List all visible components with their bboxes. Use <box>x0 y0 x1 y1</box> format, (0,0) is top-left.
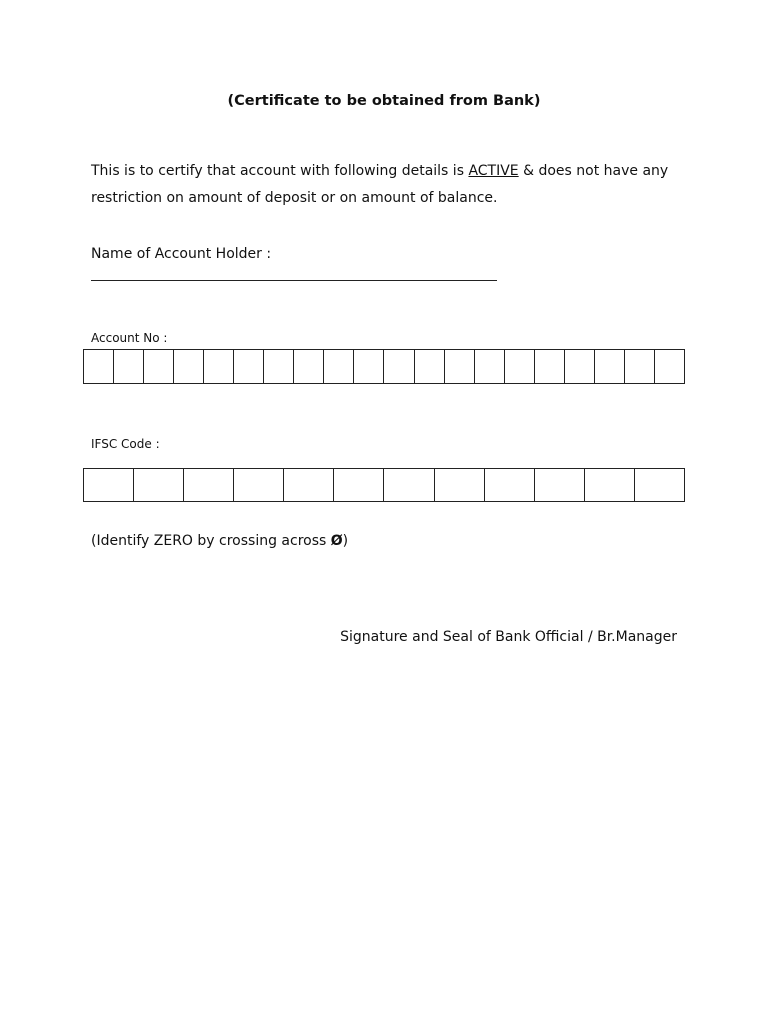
account-number-box-17[interactable] <box>565 349 595 384</box>
account-number-box-14[interactable] <box>475 349 505 384</box>
account-number-box-13[interactable] <box>445 349 475 384</box>
ifsc-code-box-10[interactable] <box>535 468 585 502</box>
ifsc-code-box-2[interactable] <box>134 468 184 502</box>
account-number-box-9[interactable] <box>324 349 354 384</box>
ifsc-code-box-7[interactable] <box>384 468 434 502</box>
zero-note-prefix: (Identify ZERO by crossing across <box>91 533 331 549</box>
certification-text-end: & does not have any <box>518 163 669 179</box>
account-number-box-1[interactable] <box>84 349 114 384</box>
ifsc-code-boxes <box>83 468 685 502</box>
ifsc-code-box-6[interactable] <box>334 468 384 502</box>
ifsc-code-box-9[interactable] <box>485 468 535 502</box>
account-number-box-3[interactable] <box>144 349 174 384</box>
account-number-box-4[interactable] <box>174 349 204 384</box>
account-holder-label: Name of Account Holder : <box>91 246 272 262</box>
account-number-label: Account No : <box>91 331 168 345</box>
zero-instruction-note <box>91 533 348 549</box>
certification-line-2: restriction on amount of deposit or on amount of balance. <box>91 190 498 206</box>
account-holder-name-field[interactable] <box>91 280 497 281</box>
account-number-box-5[interactable] <box>204 349 234 384</box>
account-number-box-10[interactable] <box>354 349 384 384</box>
ifsc-code-label: IFSC Code : <box>91 437 160 451</box>
certification-line-1 <box>91 158 668 185</box>
account-number-box-8[interactable] <box>294 349 324 384</box>
ifsc-code-box-5[interactable] <box>284 468 334 502</box>
active-status-word: ACTIVE <box>468 163 519 179</box>
zero-note-suffix: ) <box>342 533 349 549</box>
account-number-boxes <box>83 349 685 384</box>
account-number-box-2[interactable] <box>114 349 144 384</box>
ifsc-code-box-8[interactable] <box>435 468 485 502</box>
account-number-box-15[interactable] <box>505 349 535 384</box>
account-number-box-16[interactable] <box>535 349 565 384</box>
ifsc-code-box-11[interactable] <box>585 468 635 502</box>
ifsc-code-box-1[interactable] <box>84 468 134 502</box>
ifsc-code-box-3[interactable] <box>184 468 234 502</box>
ifsc-code-box-12[interactable] <box>635 468 685 502</box>
account-number-box-18[interactable] <box>595 349 625 384</box>
account-number-box-20[interactable] <box>655 349 685 384</box>
ifsc-code-box-4[interactable] <box>234 468 284 502</box>
account-number-box-12[interactable] <box>415 349 445 384</box>
account-number-box-7[interactable] <box>264 349 294 384</box>
crossed-zero-glyph: Ø <box>330 533 343 549</box>
account-number-box-19[interactable] <box>625 349 655 384</box>
document-title: (Certificate to be obtained from Bank) <box>227 93 541 109</box>
signature-seal-label: Signature and Seal of Bank Official / Br.Manager <box>340 629 677 645</box>
certification-paragraph <box>91 158 668 212</box>
account-number-box-11[interactable] <box>384 349 414 384</box>
certification-text-start: This is to certify that account with following details is <box>91 163 469 179</box>
account-number-box-6[interactable] <box>234 349 264 384</box>
